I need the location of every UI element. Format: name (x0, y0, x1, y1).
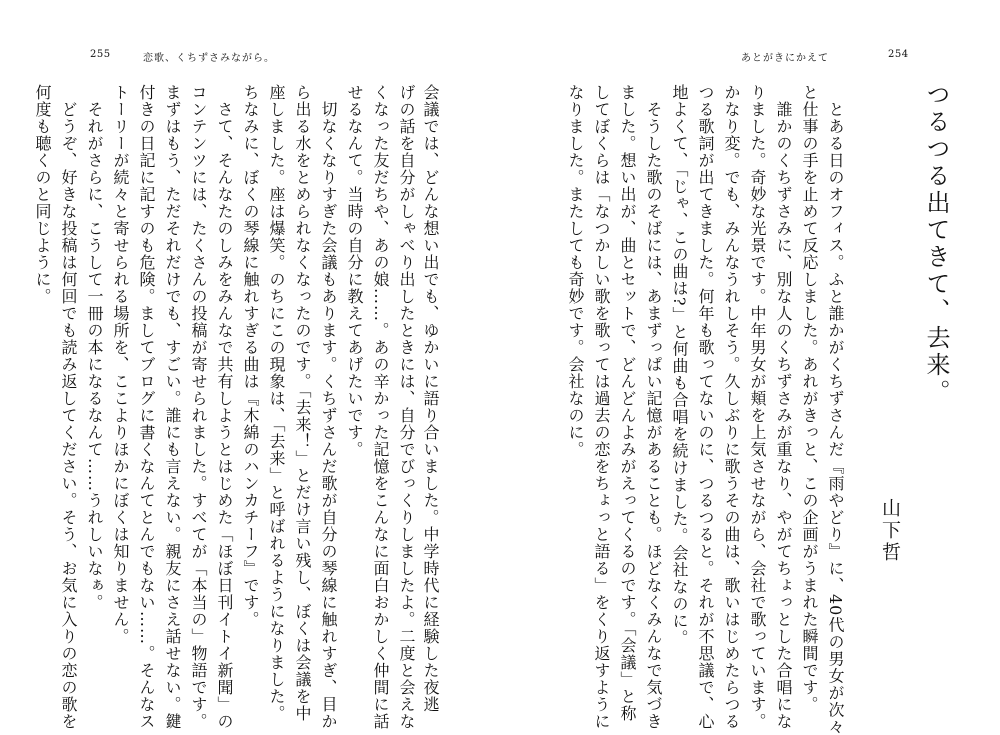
right-page-number: 254 (888, 49, 909, 60)
body-column: りました。奇妙な光景です。中年男女が頬を上気させながら、会社で歌っています。 (748, 84, 767, 730)
body-column: そうした歌のそばには、あまずっぱい記憶があることも。ほどなくみんなで気づき (644, 84, 663, 730)
body-column: 座しました。座は爆笑。のちにこの現象は、「去来」と呼ばれるようになりました。 (267, 84, 286, 722)
body-column: ら出る水をとめられなくなったのです。「去来！」とだけ言い残し、ぼくは会議を中 (293, 84, 312, 722)
body-column: どうぞ、好きな投稿は何回でも読み返してください。そう、お気に入りの恋の歌を (59, 84, 78, 730)
body-column: 何度も聴くのと同じように。 (33, 84, 52, 305)
body-column: まずはもう、ただそれだけでも、すごい。誰にも言えない。親友にさえ話せない。鍵 (163, 84, 182, 730)
body-column: ちなみに、ぼくの琴線に触れすぎる曲は『木綿のハンカチーフ』です。 (241, 84, 260, 628)
body-column: 地よくて、「じゃ、この曲は?」と何曲も合唱を続けました。会社なのに。 (670, 84, 689, 647)
body-column: とある日のオフィス。ふと誰かがくちずさんだ『雨やどり』に、40代の男女が次々 (826, 84, 845, 735)
body-column: かなり変。でも、みんなうれしそう。久しぶりに歌うその曲は、歌いはじめたらつる (722, 84, 741, 730)
body-column: トーリーが続々と寄せられる場所を、ここよりほかにぼくは知りません。 (111, 84, 130, 645)
body-column: せるなんて。当時の自分に教えてあげたいです。 (345, 84, 364, 458)
body-column: 切なくなりすぎた会議もあります。くちずさんだ歌が自分の琴線に触れすぎ、目か (319, 84, 338, 730)
body-column: してぼくらは「なつかしい歌を歌っては過去の恋をちょっと語る」をくり返すように (592, 84, 611, 730)
body-column: 会議では、どんな想い出でも、ゆかいに語り合いました。中学時代に経験した夜逃 (421, 84, 440, 713)
body-column: 付きの日記に記すのも危険。ましてブログに書くなんてとんでもない……。そんなス (137, 84, 156, 730)
chapter-title: つるつる出てきて、去来。 (922, 82, 950, 406)
body-column: ました。想い出が、曲とセットで、どんどんよみがえってくるのです。「会議」と称 (618, 84, 637, 722)
left-page-number: 255 (90, 49, 111, 60)
body-column: くなった友だちや、あの娘……。あの辛かった記憶をこんなに面白おかしく仲間に話 (371, 84, 390, 730)
author-name: 山下哲 (879, 498, 901, 564)
body-column: コンテンツには、たくさんの投稿が寄せられました。すべてが「本当の」物語です。 (189, 84, 208, 730)
body-column: さて、そんなたのしみをみんなで共有しようとはじめた「ほぼ日刊イトイ新聞」の (215, 84, 234, 730)
body-column: 誰かのくちずさみに、別な人のくちずさみが重なり、やがてちょっとした合唱にな (774, 84, 793, 730)
right-running-head: あとがきにかえて (741, 53, 829, 64)
body-column: それがさらに、こうして一冊の本になるなんて……うれしいなぁ。 (85, 84, 104, 611)
body-column: なりました。またしても奇妙です。会社なのに。 (566, 84, 585, 458)
body-column: げの話を自分がしゃべり出したときには、自分でびっくりしましたよ。二度と会えな (397, 84, 416, 730)
body-column: と仕事の手を止めて反応しました。あれがきっと、この企画がうまれた瞬間です。 (800, 84, 819, 713)
body-column: つる歌詞が出てきました。何年も歌ってないのに、つるつると。それが不思議で、心 (696, 84, 715, 730)
left-running-head: 恋歌、くちずさみながら。 (143, 53, 275, 64)
